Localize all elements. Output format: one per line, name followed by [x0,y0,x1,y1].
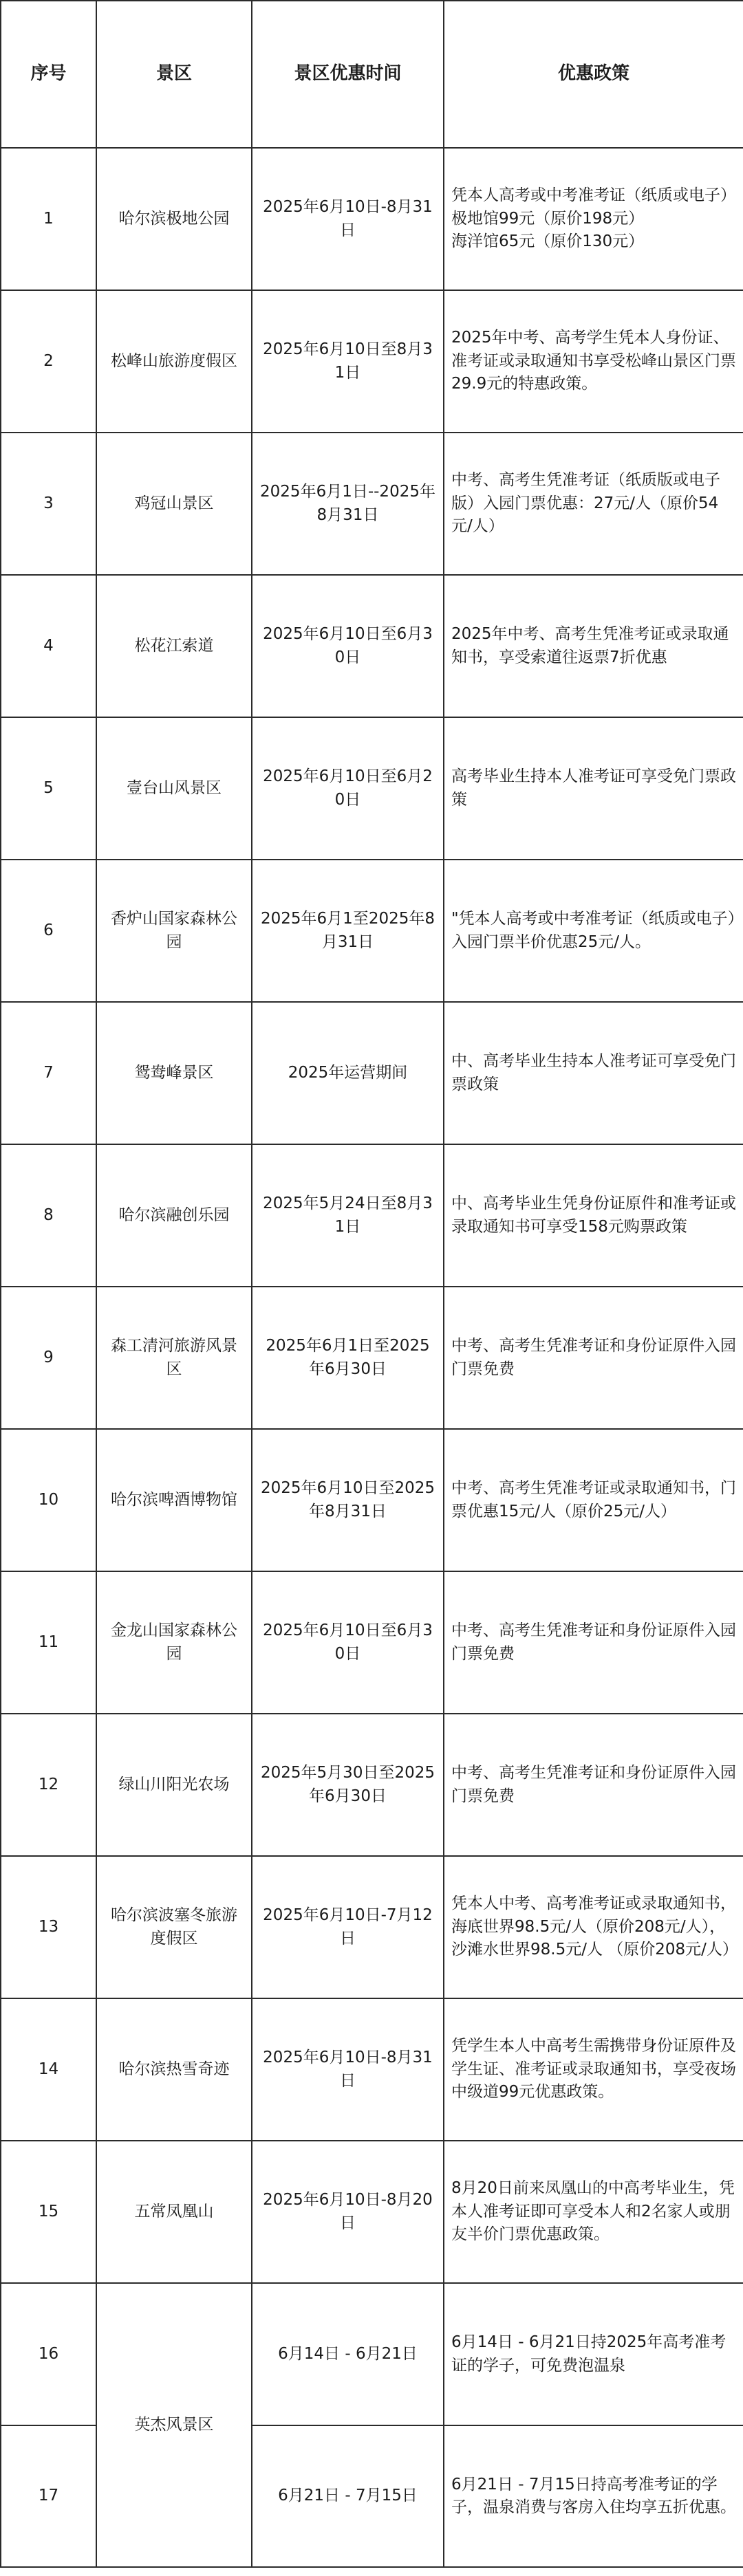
row-scenic-area: 哈尔滨极地公园 [96,148,252,290]
table-row [1,2141,743,2283]
row-num: 14 [1,1998,96,2141]
header-discount-policy: 优惠政策 [444,1,743,148]
row-discount-policy: 2025年中考、高考学生凭本人身份证、准考证或录取通知书享受松峰山景区门票29.9元的特惠政策。 [444,290,743,433]
table-row [1,575,743,717]
row-scenic-area: 英杰风景区 [96,2283,252,2567]
row-discount-period: 2025年6月1日至2025年6月30日 [252,1287,444,1429]
table-row [1,717,743,860]
table-row [1,1002,743,1144]
table-row [1,1571,743,1714]
row-num: 1 [1,148,96,290]
row-scenic-area: 森工清河旅游风景区 [96,1287,252,1429]
row-scenic-area: 哈尔滨热雪奇迹 [96,1998,252,2141]
row-scenic-area: 鸡冠山景区 [96,433,252,575]
row-num: 10 [1,1429,96,1571]
table-row [1,1144,743,1287]
row-discount-policy: "凭本人高考或中考准考证（纸质或电子）入园门票半价优惠25元/人。 [444,860,743,1002]
row-discount-policy: 中考、高考生凭准考证（纸质版或电子版）入园门票优惠：27元/人（原价54元/人） [444,433,743,575]
row-scenic-area: 鸳鸯峰景区 [96,1002,252,1144]
row-num: 17 [1,2425,96,2567]
row-discount-policy: 凭学生本人中高考生需携带身份证原件及学生证、准考证或录取通知书，享受夜场中级道99元优惠政策。 [444,1998,743,2141]
row-discount-period: 2025年6月10日-8月20日 [252,2141,444,2283]
row-num: 5 [1,717,96,860]
row-discount-policy: 6月21日 - 7月15日持高考准考证的学子，温泉消费与客房入住均享五折优惠。 [444,2425,743,2567]
row-num: 7 [1,1002,96,1144]
row-discount-policy: 凭本人中考、高考准考证或录取通知书，海底世界98.5元/人（原价208元/人），沙滩水世界98.5元/人 （原价208元/人） [444,1856,743,1998]
row-num: 3 [1,433,96,575]
row-discount-period: 2025年6月10日-8月31日 [252,148,444,290]
row-discount-policy: 中、高考毕业生持本人准考证可享受免门票政策 [444,1002,743,1144]
row-scenic-area: 香炉山国家森林公园 [96,860,252,1002]
table-row [1,1856,743,1998]
row-num: 6 [1,860,96,1002]
row-discount-period: 2025年运营期间 [252,1002,444,1144]
row-scenic-area: 哈尔滨融创乐园 [96,1144,252,1287]
row-scenic-area: 哈尔滨啤酒博物馆 [96,1429,252,1571]
row-num: 13 [1,1856,96,1998]
row-discount-policy: 凭本人高考或中考准考证（纸质或电子）极地馆99元（原价198元） 海洋馆65元（原价130元） [444,148,743,290]
row-num: 15 [1,2141,96,2283]
row-num: 8 [1,1144,96,1287]
table-row [1,148,743,290]
row-num: 16 [1,2283,96,2425]
table-row [1,1287,743,1429]
row-discount-period: 2025年5月30日至2025年6月30日 [252,1714,444,1856]
row-num: 12 [1,1714,96,1856]
table-header-row [1,1,743,148]
row-discount-period: 2025年6月10日至6月20日 [252,717,444,860]
header-discount-period: 景区优惠时间 [252,1,444,148]
row-discount-period: 2025年6月10日-7月12日 [252,1856,444,1998]
row-scenic-area: 壹台山风景区 [96,717,252,860]
table-row [1,433,743,575]
row-discount-period: 2025年6月10日至6月30日 [252,575,444,717]
row-discount-period: 2025年6月10日-8月31日 [252,1998,444,2141]
table-row [1,860,743,1002]
row-discount-period: 2025年6月10日至2025年8月31日 [252,1429,444,1571]
row-num: 9 [1,1287,96,1429]
row-discount-policy: 8月20日前来凤凰山的中高考毕业生，凭本人准考证即可享受本人和2名家人或朋友半价门票优惠政策。 [444,2141,743,2283]
row-discount-period: 2025年6月10日至8月31日 [252,290,444,433]
row-discount-period: 2025年6月1日--2025年8月31日 [252,433,444,575]
row-scenic-area: 松峰山旅游度假区 [96,290,252,433]
row-scenic-area: 五常凤凰山 [96,2141,252,2283]
table-row [1,290,743,433]
row-discount-period: 2025年6月1至2025年8月31日 [252,860,444,1002]
row-discount-policy: 中考、高考生凭准考证和身份证原件入园门票免费 [444,1571,743,1714]
row-discount-policy: 中考、高考生凭准考证和身份证原件入园门票免费 [444,1287,743,1429]
table-row [1,1714,743,1856]
header-num: 序号 [1,1,96,148]
row-num: 2 [1,290,96,433]
row-discount-policy: 中考、高考生凭准考证或录取通知书，门票优惠15元/人（原价25元/人） [444,1429,743,1571]
row-num: 11 [1,1571,96,1714]
row-num: 4 [1,575,96,717]
table-row [1,2283,743,2425]
row-discount-policy: 6月14日 - 6月21日持2025年高考准考证的学子，可免费泡温泉 [444,2283,743,2425]
header-scenic-area: 景区 [96,1,252,148]
row-discount-policy: 中考、高考生凭准考证和身份证原件入园门票免费 [444,1714,743,1856]
row-discount-period: 6月21日 - 7月15日 [252,2425,444,2567]
row-discount-period: 2025年5月24日至8月31日 [252,1144,444,1287]
row-scenic-area: 松花江索道 [96,575,252,717]
row-discount-policy: 中、高考毕业生凭身份证原件和准考证或录取通知书可享受158元购票政策 [444,1144,743,1287]
table-row [1,1998,743,2141]
table-row [1,1429,743,1571]
row-scenic-area: 哈尔滨波塞冬旅游度假区 [96,1856,252,1998]
row-discount-policy: 2025年中考、高考生凭准考证或录取通知书，享受索道往返票7折优惠 [444,575,743,717]
row-scenic-area: 金龙山国家森林公园 [96,1571,252,1714]
row-discount-period: 2025年6月10日至6月30日 [252,1571,444,1714]
row-scenic-area: 绿山川阳光农场 [96,1714,252,1856]
row-discount-period: 6月14日 - 6月21日 [252,2283,444,2425]
row-discount-policy: 高考毕业生持本人准考证可享受免门票政策 [444,717,743,860]
